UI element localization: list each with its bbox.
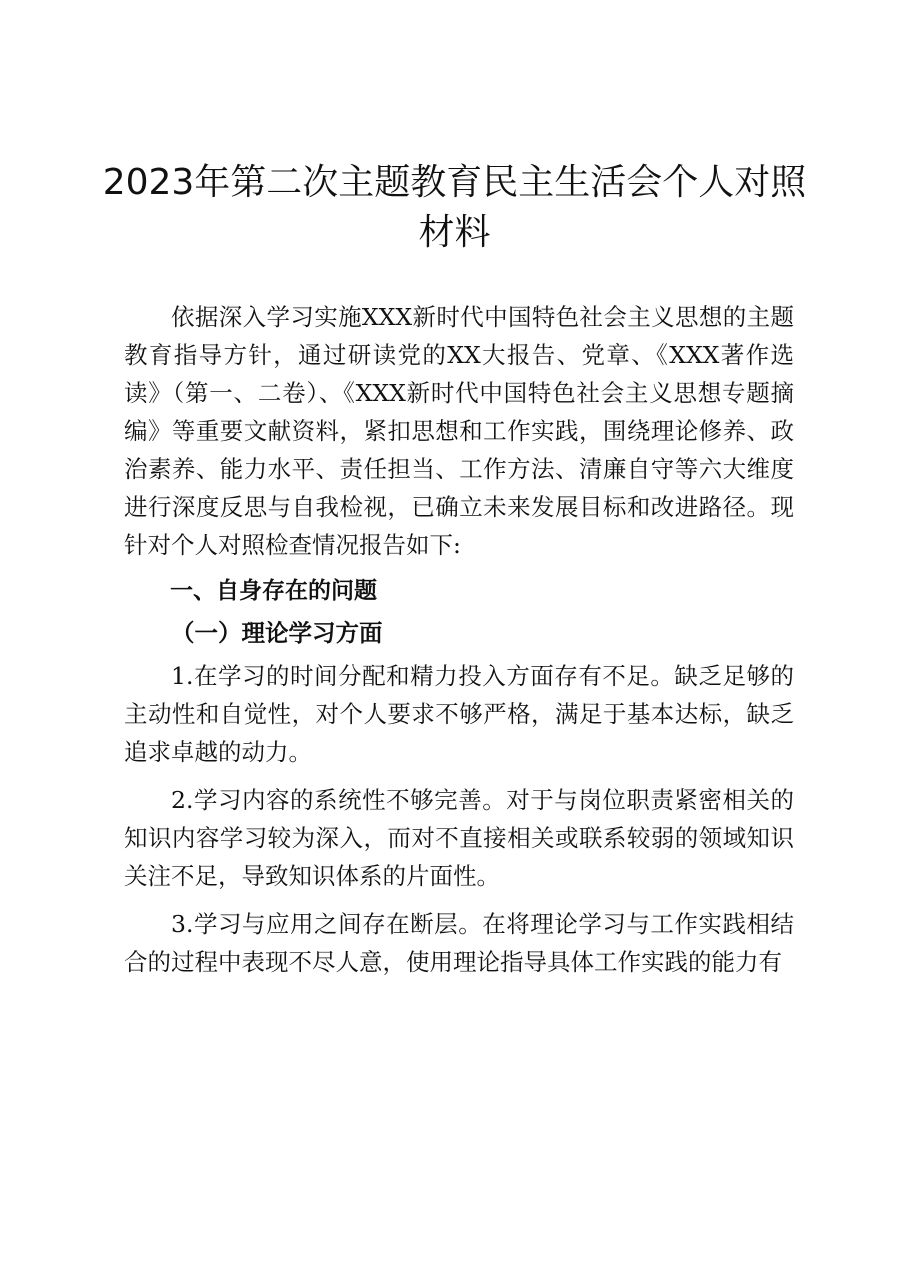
problem-item-3: 3.学习与应用之间存在断层。在将理论学习与工作实践相结合的过程中表现不尽人意，使用理论指导具体工作实践的能力有 bbox=[124, 910, 794, 976]
problem-item-2: 2.学习内容的系统性不够完善。对于与岗位职责紧密相关的知识内容学习较为深入，而对不直接相关或联系较弱的领域知识关注不足，导致知识体系的片面性。 bbox=[124, 786, 794, 890]
subsection-heading-theory-study: （一）理论学习方面 bbox=[171, 619, 383, 647]
section-heading-problems: 一、自身存在的问题 bbox=[170, 578, 377, 604]
document-title: 2023年第二次主题教育民主生活会个人对照材料 bbox=[102, 162, 807, 253]
document-body bbox=[124, 298, 794, 981]
problem-item-1: 1.在学习的时间分配和精力投入方面存有不足。缺乏足够的主动性和自觉性，对个人要求不够严格，满足于基本达标，缺乏追求卓越的动力。 bbox=[124, 662, 794, 766]
intro-paragraph: 依据深入学习实施XXX新时代中国特色社会主义思想的主题教育指导方针，通过研读党的XX大报告、党章、《XXX著作选读》（第一、二卷）、《XXX新时代中国特色社会主义思想专题摘编》等重要文献资料，紧扣思想和工作实践，围绕理论修养、政治素养、能力水平、责任担当、工作方法、清廉自守等六大维度进行深度反思与自我检视，已确立未来发展目标和改进路径。现针对个人对照检查情况报告如下: bbox=[124, 303, 794, 559]
